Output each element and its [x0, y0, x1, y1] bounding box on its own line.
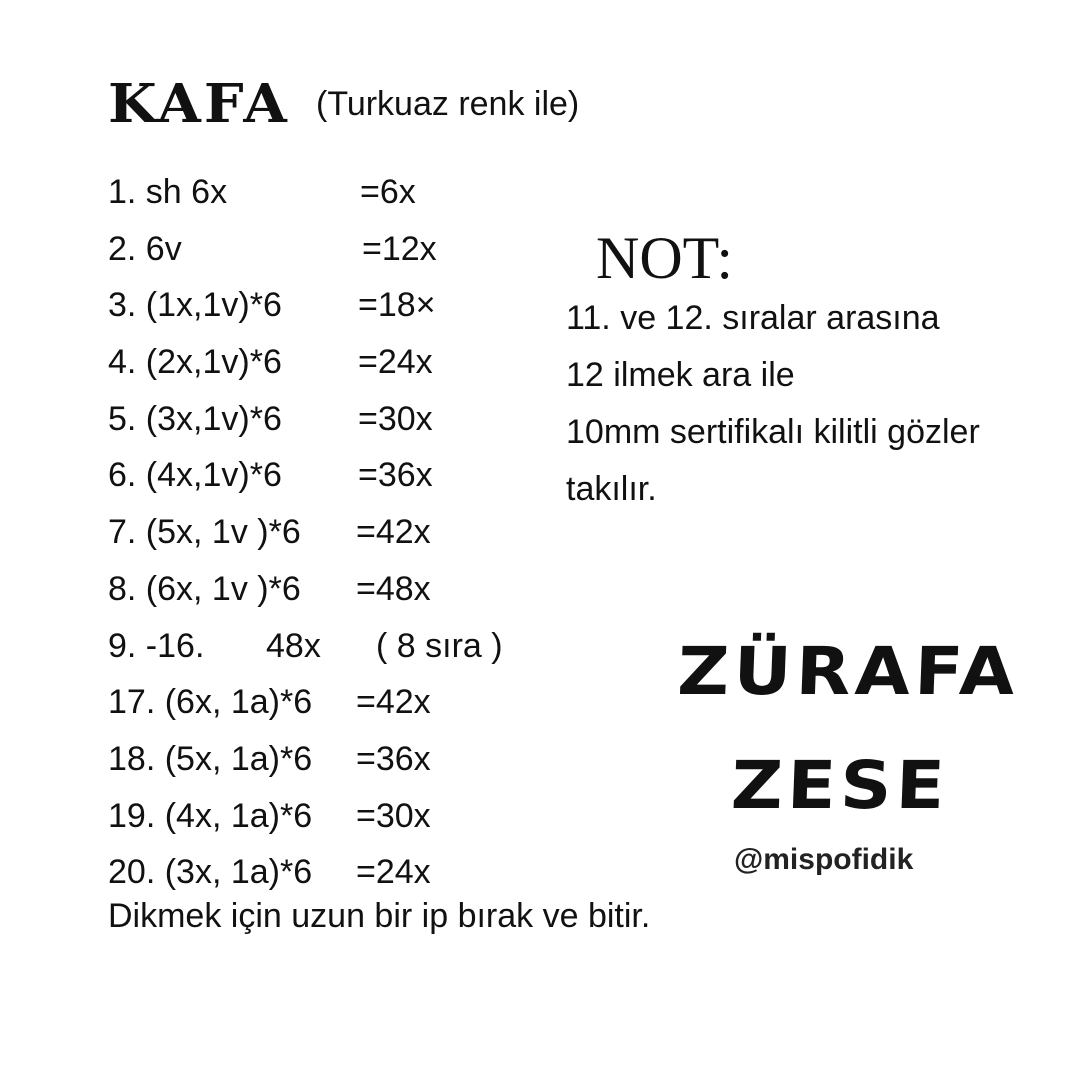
note-line: 10mm sertifikalı kilitli gözler — [566, 413, 980, 451]
row-instruction: 5. (3x,1v)*6 — [108, 399, 282, 438]
row-stitch-count: =18× — [358, 286, 436, 325]
row-instruction: 8. (6x, 1v )*6 — [108, 569, 301, 608]
brand-name-line-2: ZESE — [729, 747, 951, 824]
row-stitch-count: =48x — [356, 569, 431, 608]
row-instruction: 17. (6x, 1a)*6 — [108, 683, 313, 722]
row-instruction: 2. 6v — [108, 229, 182, 268]
note-title: NOT: — [596, 225, 733, 291]
note-line: 12 ilmek ara ile — [566, 356, 795, 394]
row-instruction: 19. (4x, 1a)*6 — [108, 796, 313, 835]
row-instruction: 1. sh 6x — [108, 173, 228, 211]
row-stitch-count: =36x — [358, 456, 433, 495]
row-instruction: 9. -16. — [108, 626, 205, 665]
row-stitch-count: =30x — [358, 399, 433, 438]
row-instruction: 7. (5x, 1v )*6 — [108, 513, 301, 552]
row-stitch-count: 48x — [266, 626, 321, 665]
row-note: ( 8 sıra ) — [376, 626, 503, 665]
note-line: 11. ve 12. sıralar arasına — [566, 299, 940, 337]
social-handle: @mispofidik — [734, 843, 914, 876]
row-stitch-count: =30x — [356, 796, 431, 835]
row-instruction: 6. (4x,1v)*6 — [108, 456, 282, 495]
row-stitch-count: =24x — [356, 853, 431, 892]
row-stitch-count: =42x — [356, 683, 431, 722]
row-instruction: 4. (2x,1v)*6 — [108, 343, 282, 382]
row-stitch-count: =6x — [360, 173, 416, 211]
row-stitch-count: =12x — [362, 229, 437, 268]
finishing-instruction: Dikmek için uzun bir ip bırak ve bitir. — [108, 897, 651, 935]
row-stitch-count: =24x — [358, 343, 433, 382]
row-stitch-count: =36x — [356, 739, 431, 778]
note-body — [566, 290, 980, 518]
pattern-title: KAFA — [108, 72, 290, 136]
row-instruction: 3. (1x,1v)*6 — [108, 286, 282, 325]
note-line: takılır. — [566, 470, 657, 508]
row-instruction: 18. (5x, 1a)*6 — [108, 739, 313, 778]
row-stitch-count: =42x — [356, 513, 431, 552]
brand-name-line-1: ZÜRAFA — [676, 633, 1021, 710]
pattern-subtitle: (Turkuaz renk ile) — [316, 85, 580, 123]
row-instruction: 20. (3x, 1a)*6 — [108, 853, 313, 892]
